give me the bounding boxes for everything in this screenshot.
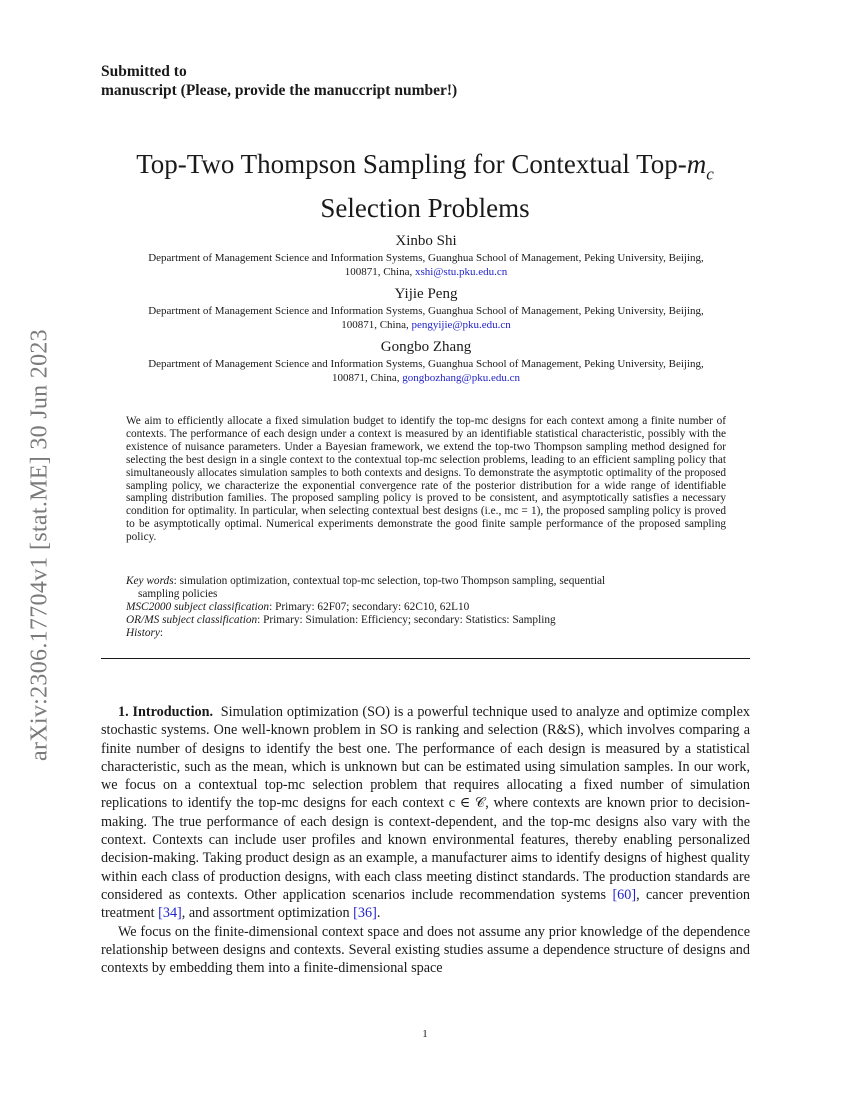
paper-title (90, 147, 760, 225)
author-entry (101, 338, 751, 385)
citation-link[interactable]: [34] (158, 905, 182, 922)
author-affiliation-line-2: 100871, China, pengyijie@pku.edu.cn (341, 319, 511, 331)
intro-paragraph-2: We focus on the finite-dimensional context space and does not assume any prior knowledge of the dependence relationship between designs and contexts. Several existing studies assume a dependence structure of designs and contexts by embedding them into a finite-dimensional space (101, 923, 750, 977)
orms-classification: OR/MS subject classification: Primary: Simulation: Efficiency; secondary: Statistics: Sampling (126, 614, 556, 626)
author-email-link[interactable]: xshi@stu.pku.edu.cn (414, 266, 508, 278)
author-affiliation-line-2: 100871, China, gongbozhang@pku.edu.cn (332, 372, 520, 384)
author-affiliation-line-2: 100871, China, xshi@stu.pku.edu.cn (344, 266, 508, 278)
author-affiliation: Department of Management Science and Information Systems, Guanghua School of Management, Peking University, Beijing, (148, 252, 704, 264)
keywords-row: Key words: simulation optimization, contextual top-mc selection, top-two Thompson sampling, sequential (126, 575, 606, 587)
citation-link[interactable]: [60] (612, 886, 637, 903)
citation-link[interactable]: [36] (353, 905, 377, 922)
author-affiliation: Department of Management Science and Information Systems, Guanghua School of Management, Peking University, Beijing, (148, 358, 704, 370)
paper-metadata (126, 575, 726, 640)
author-name: Yijie Peng (394, 286, 458, 302)
page-number: 1 (422, 1028, 428, 1040)
submission-line-2: manuscript (Please, provide the manuccript number!) (101, 82, 458, 99)
author-name: Xinbo Shi (395, 233, 457, 249)
submission-header (101, 62, 751, 100)
history-row: History: (126, 627, 164, 639)
author-email-link[interactable]: gongbozhang@pku.edu.cn (402, 372, 520, 384)
abstract (126, 415, 726, 544)
author-email-link[interactable]: pengyijie@pku.edu.cn (411, 319, 511, 331)
intro-paragraph-1: 1. Introduction. Simulation optimization (SO) is a powerful technique used to analyze and optimize complex stochastic systems. One well-known problem in SO is ranking and selection (R&S), which involves comparing a finite number of designs to identify the best one. The performance of each design is measured by a statistical characteristic, such as the mean, which is unknown but can be estimated using simulation samples. In our work, we focus on a contextual top-mc selection problem that requires allocating a fixed number of simulation replications to identify the top-mc designs for each context c ∈ 𝒞, where contexts are known prior to decision-making. The true performance of each design is context-dependent, and the top-mc designs also vary with the context. Contexts can include user profiles and known environmental features, thereby enabling personalized decision-making. Taking product design as an example, a manufacturer aims to identify designs of highest quality within each class of production designs, with each class meeting distinct standards. The production standards are considered as contexts. Other application scenarios include recommendation systems [60], cancer prevention treatment [34], and assortment optimization [36]. (101, 704, 751, 922)
author-block (101, 232, 751, 391)
abstract-text: We aim to efficiently allocate a fixed simulation budget to identify the top-mc designs for each context among a finite number of contexts. The performance of each design under a context is measured by an identifiable statistical characteristic, possibly with the existence of nuisance parameters. Under a Bayesian framework, we extend the top-two Thompson sampling method designed for selecting the best design in a single context to the contextual top-mc selection problems, leading to an efficient sampling policy that simultaneously allocates simulation samples to both contexts and designs. To demonstrate the asymptotic optimality of the proposed sampling policy, we characterize the exponential convergence rate of the posterior distribution for a wide range of identifiable sampling distribution families. The proposed sampling policy is proved to be consistent, and asymptotically satisfies a necessary condition for optimality. In particular, when selecting contextual best designs (i.e., mc = 1), the proposed sampling policy is proved to be asymptotically optimal. Numerical experiments demonstrate the good finite sample performance of the proposed sampling policy. (126, 415, 726, 544)
title-math-sub: c (706, 164, 714, 184)
title-math-m: m (686, 149, 707, 179)
title-line-2: Selection Problems (320, 193, 530, 224)
section-heading: 1. Introduction. (118, 704, 214, 720)
author-name: Gongbo Zhang (380, 339, 472, 355)
keywords-row-continued: sampling policies (138, 588, 218, 600)
title-line-1 (90, 147, 760, 191)
msc-classification: MSC2000 subject classification: Primary: 62F07; secondary: 62C10, 62L10 (126, 601, 470, 613)
submission-line-1: Submitted to (101, 63, 187, 80)
section-divider (101, 658, 750, 659)
introduction-section (101, 703, 750, 977)
author-entry (101, 232, 751, 279)
title-text: Top-Two Thompson Sampling for Contextual Top- (136, 149, 687, 179)
arxiv-identifier-text: arXiv:2306.17704v1 [stat.ME] 30 Jun 2023 (26, 329, 53, 761)
author-entry (101, 285, 751, 332)
author-affiliation: Department of Management Science and Information Systems, Guanghua School of Management, Peking University, Beijing, (148, 305, 704, 317)
